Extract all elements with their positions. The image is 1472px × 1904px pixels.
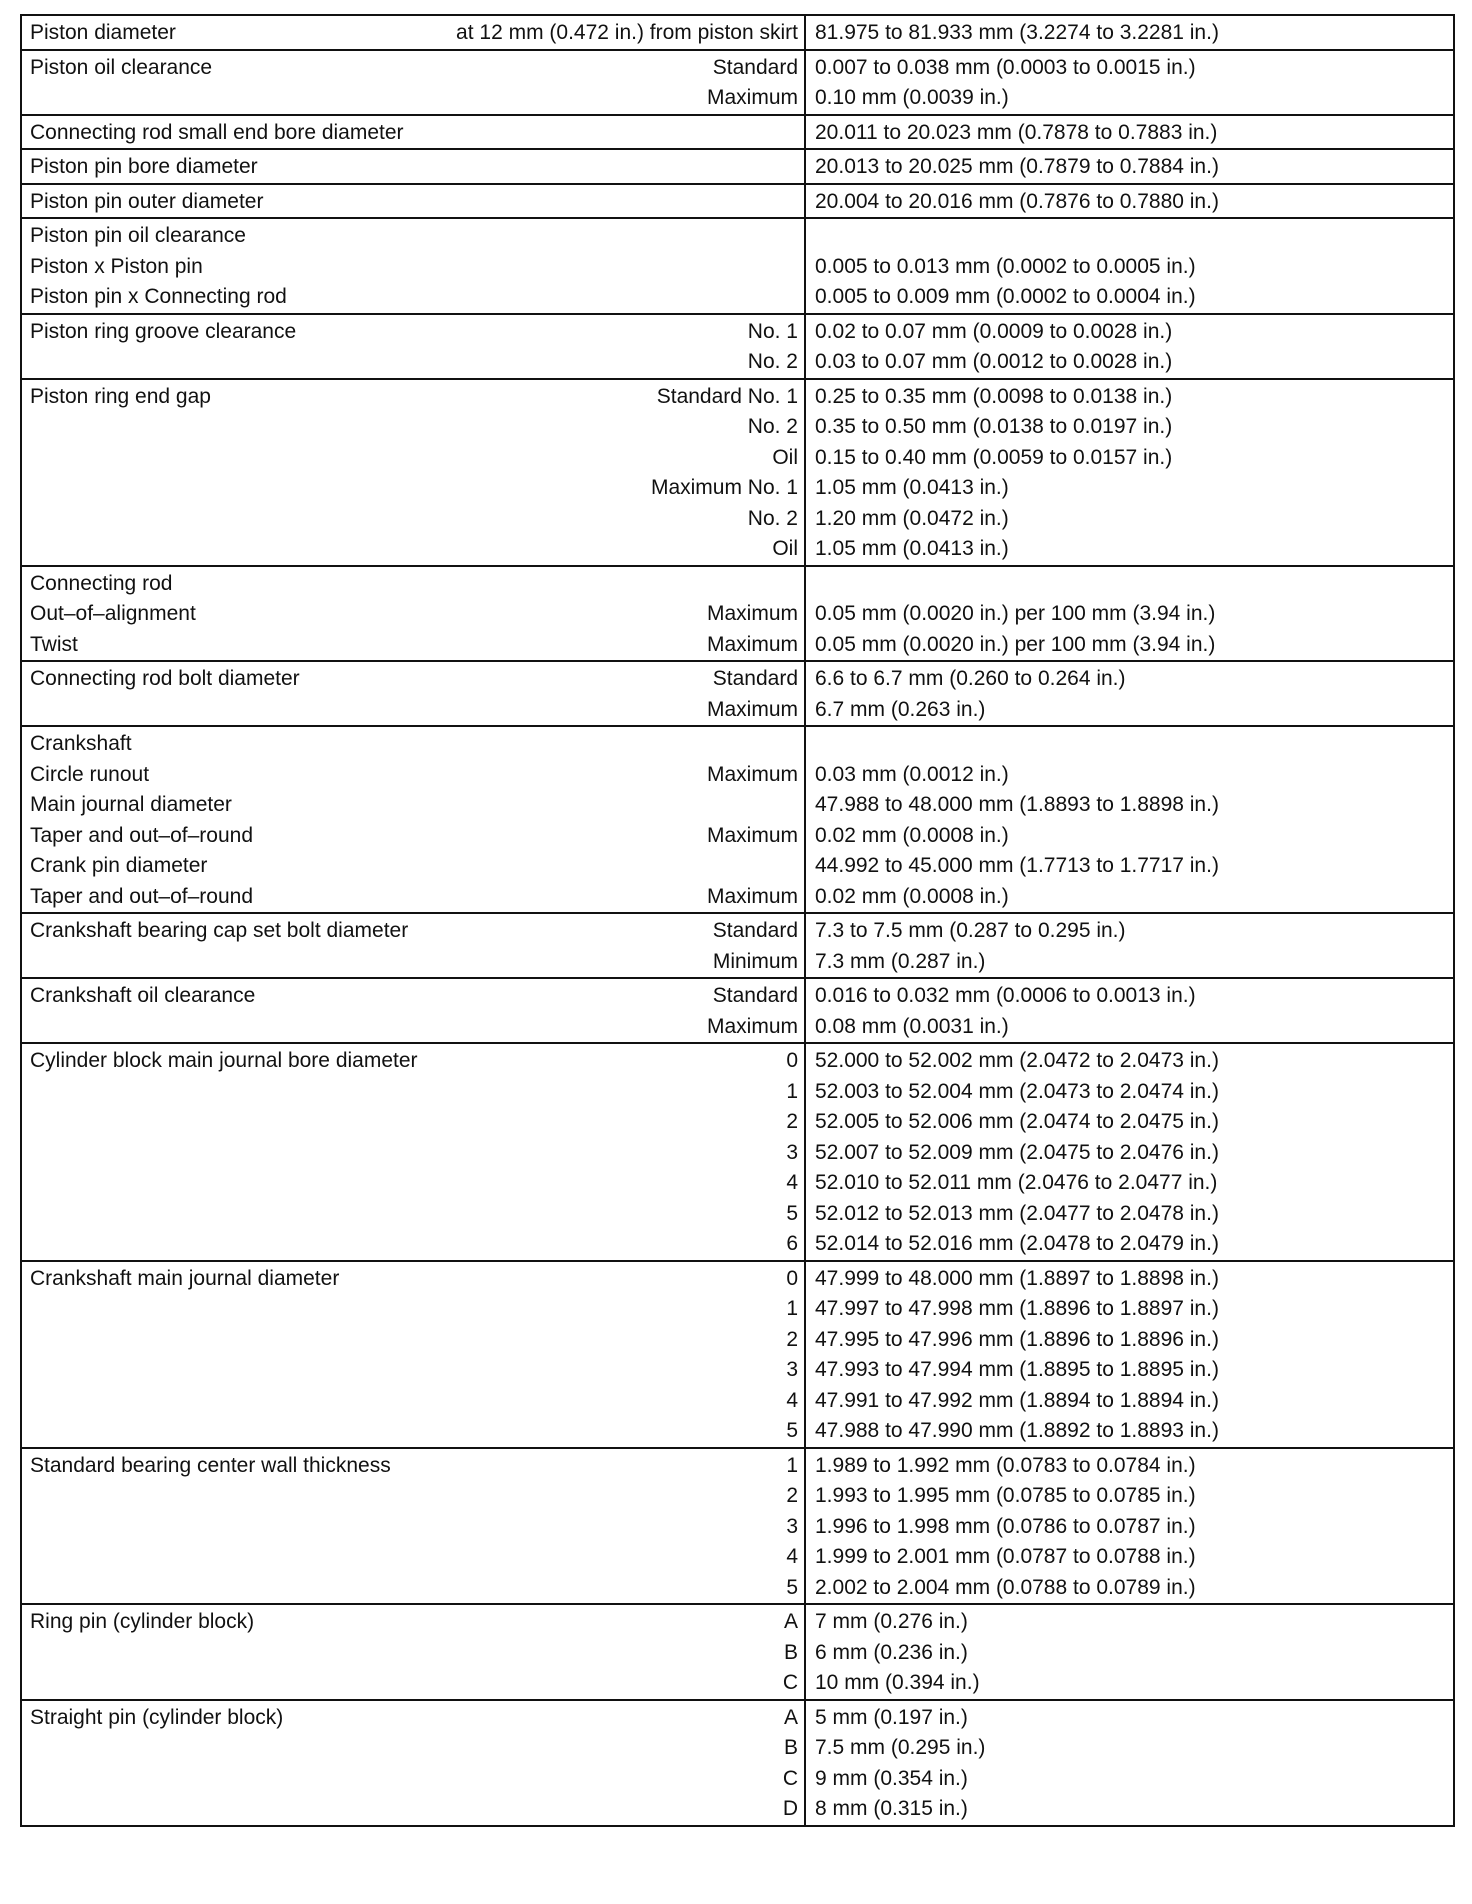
spec-line xyxy=(30,1638,798,1669)
spec-condition: 4 xyxy=(786,1545,798,1568)
spec-row xyxy=(21,566,1454,662)
spec-value: 44.992 to 45.000 mm (1.7713 to 1.7717 in.) xyxy=(815,854,1219,877)
spec-line xyxy=(30,981,798,1012)
spec-item-cell xyxy=(21,115,805,150)
spec-line xyxy=(30,347,798,378)
spec-value: 6.7 mm (0.263 in.) xyxy=(815,697,986,721)
spec-condition: at 12 mm (0.472 in.) from piston skirt xyxy=(456,21,798,44)
spec-value: 9 mm (0.354 in.) xyxy=(815,1766,968,1790)
spec-row xyxy=(21,978,1454,1043)
spec-value: 1.996 to 1.998 mm (0.0786 to 0.0787 in.) xyxy=(815,1514,1196,1538)
spec-value-cell xyxy=(805,913,1454,978)
spec-item-cell xyxy=(21,314,805,379)
spec-condition: Maximum xyxy=(706,884,798,908)
spec-line xyxy=(30,1386,798,1417)
spec-condition: Standard xyxy=(712,55,798,79)
spec-value-cell xyxy=(805,1700,1454,1826)
spec-condition: 1 xyxy=(786,1453,798,1477)
spec-condition: Maximum xyxy=(706,632,798,656)
spec-value: 47.999 to 48.000 mm (1.8897 to 1.8898 in.) xyxy=(815,1266,1219,1290)
spec-value: 6.6 to 6.7 mm (0.260 to 0.264 in.) xyxy=(815,667,1126,690)
spec-item-cell xyxy=(21,1604,805,1700)
spec-row xyxy=(21,1448,1454,1605)
spec-condition: A xyxy=(783,1705,798,1729)
spec-line xyxy=(30,1325,798,1356)
spec-row xyxy=(21,1700,1454,1826)
spec-row xyxy=(21,15,1454,50)
spec-value: 52.000 to 52.002 mm (2.0472 to 2.0473 in.) xyxy=(815,1049,1219,1072)
spec-line xyxy=(30,1794,798,1825)
spec-item-cell xyxy=(21,978,805,1043)
spec-line xyxy=(30,443,798,474)
spec-line xyxy=(30,282,798,313)
spec-line xyxy=(30,1451,798,1482)
spec-value: 1.20 mm (0.0472 in.) xyxy=(815,506,1009,530)
spec-condition: 1 xyxy=(786,1079,798,1103)
spec-value: 47.995 to 47.996 mm (1.8896 to 1.8896 in.) xyxy=(815,1327,1219,1351)
spec-item-cell xyxy=(21,50,805,115)
spec-item-cell xyxy=(21,1448,805,1605)
spec-value-cell xyxy=(805,314,1454,379)
spec-condition: C xyxy=(782,1671,798,1694)
spec-line xyxy=(30,1012,798,1043)
spec-value-cell xyxy=(805,149,1454,184)
spec-line xyxy=(30,1607,798,1638)
spec-value: 0.005 to 0.013 mm (0.0002 to 0.0005 in.) xyxy=(815,254,1196,278)
spec-value: 52.010 to 52.011 mm (2.0476 to 2.0477 in.) xyxy=(815,1171,1218,1194)
spec-condition: Standard No. 1 xyxy=(656,384,798,408)
spec-row xyxy=(21,1261,1454,1448)
spec-value: 0.02 mm (0.0008 in.) xyxy=(815,823,1009,847)
spec-value: 8 mm (0.315 in.) xyxy=(815,1797,968,1820)
spec-line xyxy=(30,1733,798,1764)
spec-condition: No. 2 xyxy=(747,415,798,438)
spec-item-cell xyxy=(21,726,805,913)
spec-condition: 5 xyxy=(786,1575,798,1599)
spec-condition: 5 xyxy=(786,1419,798,1442)
spec-line xyxy=(30,1703,798,1734)
spec-value-cell xyxy=(805,218,1454,314)
spec-label: Out–of–alignment xyxy=(30,602,196,625)
spec-condition: Maximum xyxy=(706,1014,798,1038)
spec-item-cell xyxy=(21,661,805,726)
spec-label: Straight pin (cylinder block) xyxy=(30,1705,284,1729)
spec-item-cell xyxy=(21,379,805,566)
spec-value: 52.007 to 52.009 mm (2.0475 to 2.0476 in.) xyxy=(815,1140,1219,1164)
spec-condition: 6 xyxy=(786,1232,798,1255)
spec-value: 47.997 to 47.998 mm (1.8896 to 1.8897 in.) xyxy=(815,1297,1219,1320)
spec-row xyxy=(21,661,1454,726)
spec-label: Piston diameter xyxy=(30,21,176,44)
spec-line xyxy=(30,1668,798,1699)
spec-value xyxy=(815,569,1447,600)
spec-label: Piston pin bore diameter xyxy=(30,155,258,178)
spec-label: Taper and out–of–round xyxy=(30,823,254,847)
spec-value: 7.5 mm (0.295 in.) xyxy=(815,1736,986,1759)
spec-value: 7.3 mm (0.287 in.) xyxy=(815,949,986,973)
spec-item-cell xyxy=(21,15,805,50)
spec-value: 81.975 to 81.933 mm (3.2274 to 3.2281 in.) xyxy=(815,21,1219,44)
spec-label: Ring pin (cylinder block) xyxy=(30,1610,255,1633)
spec-label: Main journal diameter xyxy=(30,793,232,816)
spec-condition: C xyxy=(782,1766,798,1790)
spec-line xyxy=(30,851,798,882)
spec-row xyxy=(21,218,1454,314)
spec-value: 47.993 to 47.994 mm (1.8895 to 1.8895 in.) xyxy=(815,1358,1219,1381)
spec-value: 0.05 mm (0.0020 in.) per 100 mm (3.94 in.) xyxy=(815,602,1216,625)
spec-condition: Maximum xyxy=(706,602,798,625)
spec-label: Crankshaft xyxy=(30,732,132,755)
spec-condition: Maximum xyxy=(706,762,798,786)
spec-row xyxy=(21,379,1454,566)
spec-line xyxy=(30,534,798,565)
spec-value: 0.02 to 0.07 mm (0.0009 to 0.0028 in.) xyxy=(815,319,1173,343)
spec-label: Crankshaft bearing cap set bolt diameter xyxy=(30,919,409,942)
spec-item-cell xyxy=(21,913,805,978)
spec-condition: 3 xyxy=(786,1140,798,1164)
spec-value: 47.991 to 47.992 mm (1.8894 to 1.8894 in.) xyxy=(815,1388,1219,1412)
spec-value: 0.007 to 0.038 mm (0.0003 to 0.0015 in.) xyxy=(815,55,1196,79)
spec-value: 0.016 to 0.032 mm (0.0006 to 0.0013 in.) xyxy=(815,984,1196,1007)
spec-line xyxy=(30,1264,798,1295)
spec-condition: 2 xyxy=(786,1327,798,1351)
spec-line xyxy=(30,504,798,535)
spec-line xyxy=(30,1229,798,1260)
spec-value: 7.3 to 7.5 mm (0.287 to 0.295 in.) xyxy=(815,919,1126,942)
spec-line xyxy=(30,630,798,661)
spec-line xyxy=(30,569,798,600)
spec-value: 1.05 mm (0.0413 in.) xyxy=(815,537,1009,560)
spec-label: Cylinder block main journal bore diameter xyxy=(30,1049,418,1072)
spec-value-cell xyxy=(805,1604,1454,1700)
spec-label: Crankshaft main journal diameter xyxy=(30,1266,340,1290)
spec-line xyxy=(30,53,798,84)
spec-label: Connecting rod xyxy=(30,571,173,595)
spec-label: Piston ring end gap xyxy=(30,384,211,408)
spec-line xyxy=(30,729,798,760)
spec-line xyxy=(30,1512,798,1543)
spec-value-cell xyxy=(805,184,1454,219)
spec-row xyxy=(21,726,1454,913)
spec-value: 0.03 to 0.07 mm (0.0012 to 0.0028 in.) xyxy=(815,350,1173,373)
spec-item-cell xyxy=(21,149,805,184)
spec-line xyxy=(30,1764,798,1795)
spec-line xyxy=(30,1138,798,1169)
spec-item-cell xyxy=(21,1043,805,1261)
spec-condition: 0 xyxy=(786,1049,798,1072)
spec-line xyxy=(30,790,798,821)
spec-condition: 5 xyxy=(786,1201,798,1225)
spec-line xyxy=(30,83,798,114)
spec-value: 0.05 mm (0.0020 in.) per 100 mm (3.94 in.) xyxy=(815,632,1216,656)
spec-item-cell xyxy=(21,566,805,662)
spec-row xyxy=(21,149,1454,184)
spec-condition: B xyxy=(783,1736,798,1759)
spec-condition: A xyxy=(783,1610,798,1633)
spec-condition: 0 xyxy=(786,1266,798,1290)
spec-label: Piston oil clearance xyxy=(30,55,213,79)
spec-line xyxy=(30,252,798,283)
spec-value: 20.011 to 20.023 mm (0.7878 to 0.7883 in.) xyxy=(815,120,1218,144)
spec-condition: Oil xyxy=(772,445,798,469)
spec-condition: 4 xyxy=(786,1388,798,1412)
spec-value: 6 mm (0.236 in.) xyxy=(815,1640,968,1664)
spec-value: 10 mm (0.394 in.) xyxy=(815,1671,980,1694)
spec-value-cell xyxy=(805,115,1454,150)
spec-line xyxy=(30,1355,798,1386)
spec-value: 0.005 to 0.009 mm (0.0002 to 0.0004 in.) xyxy=(815,285,1196,308)
spec-value xyxy=(815,221,1447,252)
spec-label: Crankshaft oil clearance xyxy=(30,984,256,1007)
spec-line xyxy=(30,412,798,443)
spec-label: Piston ring groove clearance xyxy=(30,319,297,343)
specification-table xyxy=(20,14,1455,1827)
spec-value: 1.989 to 1.992 mm (0.0783 to 0.0784 in.) xyxy=(815,1453,1196,1477)
spec-value: 52.012 to 52.013 mm (2.0477 to 2.0478 in.) xyxy=(815,1201,1219,1225)
spec-value-cell xyxy=(805,566,1454,662)
spec-row xyxy=(21,1604,1454,1700)
spec-value: 1.993 to 1.995 mm (0.0785 to 0.0785 in.) xyxy=(815,1484,1196,1507)
spec-line xyxy=(30,1542,798,1573)
specification-table-body xyxy=(21,15,1454,1826)
spec-value: 0.35 to 0.50 mm (0.0138 to 0.0197 in.) xyxy=(815,415,1173,438)
spec-condition: Maximum No. 1 xyxy=(650,476,798,499)
spec-condition: No. 1 xyxy=(747,319,798,343)
spec-line xyxy=(30,760,798,791)
spec-condition: 2 xyxy=(786,1110,798,1133)
spec-label: Piston pin outer diameter xyxy=(30,189,264,213)
spec-line xyxy=(30,1107,798,1138)
spec-row xyxy=(21,314,1454,379)
spec-value: 20.013 to 20.025 mm (0.7879 to 0.7884 in.) xyxy=(815,155,1219,178)
spec-condition: 3 xyxy=(786,1514,798,1538)
spec-value: 52.014 to 52.016 mm (2.0478 to 2.0479 in.) xyxy=(815,1232,1219,1255)
spec-line xyxy=(30,1077,798,1108)
spec-line xyxy=(30,1573,798,1604)
spec-line xyxy=(30,18,798,49)
spec-label: Piston x Piston pin xyxy=(30,254,203,278)
spec-line xyxy=(30,821,798,852)
spec-line xyxy=(30,664,798,695)
spec-value: 7 mm (0.276 in.) xyxy=(815,1610,968,1633)
spec-value: 0.08 mm (0.0031 in.) xyxy=(815,1014,1009,1038)
spec-condition: 2 xyxy=(786,1484,798,1507)
spec-line xyxy=(30,916,798,947)
spec-line xyxy=(30,1481,798,1512)
spec-value: 0.25 to 0.35 mm (0.0098 to 0.0138 in.) xyxy=(815,384,1173,408)
spec-item-cell xyxy=(21,1700,805,1826)
spec-line xyxy=(30,317,798,348)
spec-value xyxy=(815,729,1447,760)
spec-value: 0.15 to 0.40 mm (0.0059 to 0.0157 in.) xyxy=(815,445,1173,469)
spec-condition: Standard xyxy=(712,667,798,690)
spec-value: 1.05 mm (0.0413 in.) xyxy=(815,476,1009,499)
spec-line xyxy=(30,882,798,913)
spec-condition: No. 2 xyxy=(747,350,798,373)
spec-condition: Maximum xyxy=(706,86,798,109)
spec-line xyxy=(30,1294,798,1325)
spec-condition: Maximum xyxy=(706,697,798,721)
spec-row xyxy=(21,115,1454,150)
spec-line xyxy=(30,1416,798,1447)
spec-value: 2.002 to 2.004 mm (0.0788 to 0.0789 in.) xyxy=(815,1575,1196,1599)
spec-value: 52.005 to 52.006 mm (2.0474 to 2.0475 in.) xyxy=(815,1110,1219,1133)
spec-row xyxy=(21,184,1454,219)
spec-label: Connecting rod small end bore diameter xyxy=(30,120,404,144)
spec-line xyxy=(30,118,798,149)
spec-condition: Minimum xyxy=(712,949,798,973)
spec-value-cell xyxy=(805,1043,1454,1261)
spec-value-cell xyxy=(805,661,1454,726)
spec-value-cell xyxy=(805,978,1454,1043)
spec-value: 0.10 mm (0.0039 in.) xyxy=(815,86,1009,109)
spec-condition: 1 xyxy=(786,1297,798,1320)
spec-value-cell xyxy=(805,726,1454,913)
spec-line xyxy=(30,382,798,413)
spec-line xyxy=(30,187,798,218)
spec-label: Twist xyxy=(30,632,78,656)
spec-row xyxy=(21,50,1454,115)
spec-line xyxy=(30,695,798,726)
spec-value: 1.999 to 2.001 mm (0.0787 to 0.0788 in.) xyxy=(815,1545,1196,1568)
spec-label: Crank pin diameter xyxy=(30,854,208,877)
spec-line xyxy=(30,599,798,630)
spec-line xyxy=(30,1046,798,1077)
spec-value: 47.988 to 48.000 mm (1.8893 to 1.8898 in.) xyxy=(815,793,1219,816)
spec-row xyxy=(21,913,1454,978)
spec-condition: Standard xyxy=(712,984,798,1007)
spec-value: 20.004 to 20.016 mm (0.7876 to 0.7880 in.) xyxy=(815,189,1219,213)
spec-condition: Standard xyxy=(712,919,798,942)
spec-value: 0.03 mm (0.0012 in.) xyxy=(815,762,1009,786)
spec-label: Taper and out–of–round xyxy=(30,884,254,908)
spec-condition: Maximum xyxy=(706,823,798,847)
spec-condition: 3 xyxy=(786,1358,798,1381)
spec-label: Connecting rod bolt diameter xyxy=(30,667,300,690)
spec-line xyxy=(30,1199,798,1230)
spec-condition: Oil xyxy=(772,537,798,560)
spec-value-cell xyxy=(805,15,1454,50)
spec-value-cell xyxy=(805,50,1454,115)
spec-label: Circle runout xyxy=(30,762,150,786)
spec-line xyxy=(30,221,798,252)
spec-value: 47.988 to 47.990 mm (1.8892 to 1.8893 in.) xyxy=(815,1419,1219,1442)
spec-value-cell xyxy=(805,379,1454,566)
spec-label: Piston pin oil clearance xyxy=(30,224,246,247)
spec-line xyxy=(30,152,798,183)
spec-condition: 4 xyxy=(786,1171,798,1194)
spec-label: Standard bearing center wall thickness xyxy=(30,1453,391,1477)
spec-line xyxy=(30,947,798,978)
spec-value-cell xyxy=(805,1261,1454,1448)
spec-label: Piston pin x Connecting rod xyxy=(30,285,287,308)
spec-condition: No. 2 xyxy=(747,506,798,530)
spec-value-cell xyxy=(805,1448,1454,1605)
spec-row xyxy=(21,1043,1454,1261)
spec-line xyxy=(30,473,798,504)
spec-value: 0.02 mm (0.0008 in.) xyxy=(815,884,1009,908)
spec-condition: B xyxy=(783,1640,798,1664)
spec-condition: D xyxy=(782,1797,798,1820)
spec-item-cell xyxy=(21,218,805,314)
spec-line xyxy=(30,1168,798,1199)
spec-item-cell xyxy=(21,1261,805,1448)
spec-value: 5 mm (0.197 in.) xyxy=(815,1705,968,1729)
spec-value: 52.003 to 52.004 mm (2.0473 to 2.0474 in.) xyxy=(815,1079,1219,1103)
spec-item-cell xyxy=(21,184,805,219)
